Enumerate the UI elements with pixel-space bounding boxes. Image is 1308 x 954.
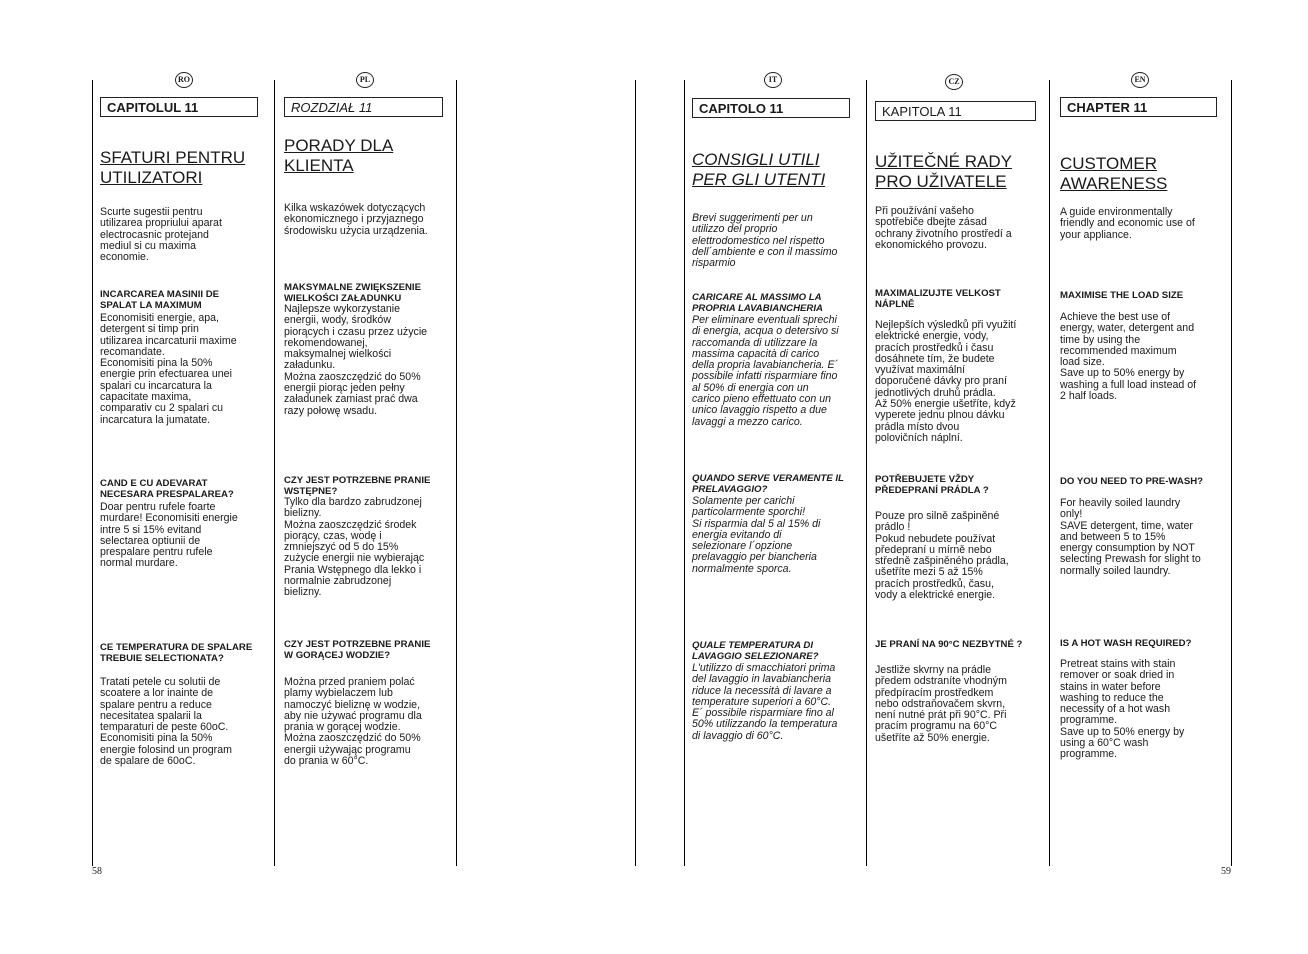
- subsection-text: Można przed praniem polać plamy wybielaczem lub namoczyć bieliznę w wodzie, aby nie używać programu dla prania w gorącej wodzie. Można zaoszczędzić do 50% energii używając programu do prania w 60°C.: [284, 676, 422, 768]
- chapter-heading: CAPITOLO 11: [692, 98, 850, 118]
- subsection-heading: MAXIMALIZUJTE VELKOST NÁPLNĚ: [875, 288, 1001, 310]
- column-ro: [100, 0, 260, 954]
- column-cz: [875, 0, 1041, 954]
- language-badge-en: EN: [1131, 72, 1149, 88]
- column-pl: [284, 0, 448, 954]
- language-badge-ro: RO: [175, 72, 193, 88]
- column-divider: [274, 80, 275, 866]
- subsection-heading: POTŘEBUJETE VŽDY PŘEDEPRANÍ PRÁDLA ?: [875, 474, 989, 496]
- subsection-heading: JE PRANÍ NA 90°C NEZBYTNÉ ?: [875, 639, 1023, 650]
- subsection-text: Jestliže skvrny na prádle předem odstraníte vhodným předpíracím prostředkem nebo odstraňovačem skvrn, není nutné prát při 90°C. Při pracím programu na 60°C ušetříte až 50% energie.: [875, 664, 1007, 744]
- section-title: SFATURI PENTRU UTILIZATORI: [100, 148, 246, 187]
- subsection-text: Pretreat stains with stain remover or soak dried in stains in water before washing to reduce the necessity of a hot wash programme. Save up to 50% energy by using a 60°C wash programme.: [1060, 658, 1185, 761]
- section-title: CUSTOMER AWARENESS: [1060, 154, 1168, 193]
- subsection-heading: CARICARE AL MASSIMO LA PROPRIA LAVABIANCHERIA: [692, 292, 823, 314]
- column-divider: [1231, 80, 1232, 866]
- subsection-text: Nejlepších výsledků při využití elektrické energie, vody, pracích prostředků i času dosáhnete tím, že budete využívat maximální doporučené dávky pro praní jednotlivých druhů prádla. Až 50% energie ušetříte, když vyperete jednu plnou dávku prádla místo dvou polovičních náplní.: [875, 319, 1017, 444]
- subsection-heading: CZY JEST POTRZEBNE PRANIE WSTĘPNE?: [284, 475, 431, 497]
- subsection-text: Pouze pro silně zašpiněné prádlo ! Pokud nebudete používat předepraní u mírně nebo středně zašpiněného prádla, ušetříte mezi 5 až 15% pracích prostředků, času, vody a elektrické energie.: [875, 510, 1009, 602]
- subsection-heading: DO YOU NEED TO PRE-WASH?: [1060, 476, 1204, 487]
- column-divider: [866, 80, 867, 866]
- chapter-heading: KAPITOLA 11: [875, 101, 1036, 121]
- intro-text: A guide environmentally friendly and economic use of your appliance.: [1060, 206, 1195, 241]
- subsection-text: Economisiti energie, apa, detergent si timp prin utilizarea incarcaturii maxime recomandate. Economisiti pina la 50% energie prin efectuarea unei spalari cu incarcatura la capacitate maxima, comparativ cu 2 spalari cu incarcatura la jumatate.: [100, 312, 237, 426]
- subsection-text: L'utilizzo di smacchiatori prima del lavaggio in lavabiancheria riduce la necessità di lavare a temperature superiori a 60°C. E´ possibile risparmiare fino al 50% utilizzando la temperatura di lavaggio di 60°C.: [692, 662, 838, 742]
- subsection-text: Najlepsze wykorzystanie energii, wody, środków piorących i czasu przez użycie rekomendowanej, maksymalnej wielkości załadunku. Można zaoszczędzić do 50% energii piorąc jeden pełny załadunek zamiast prać dwa razy połowę wsadu.: [284, 303, 428, 417]
- subsection-heading: IS A HOT WASH REQUIRED?: [1060, 638, 1192, 649]
- subsection-text: Tylko dla bardzo zabrudzonej bielizny. Można zaoszczędzić środek piorący, czas, wodę i zmniejszyć od 5 do 15% zużycie energii nie wybierając Prania Wstępnego dla lekko i normalnie zabrudzonej bielizny.: [284, 496, 425, 599]
- intro-text: Kilka wskazówek dotyczących ekonomicznego i przyjaznego środowisku użycia urządzenia.: [284, 202, 428, 237]
- subsection-heading: CZY JEST POTRZEBNE PRANIE W GORĄCEJ WODZIE?: [284, 639, 431, 661]
- page-number-right: 59: [1221, 866, 1231, 877]
- intro-text: Při používání vašeho spotřebiče dbejte zásad ochrany životního prostředí a ekonomického provozu.: [875, 205, 1012, 251]
- subsection-heading: QUALE TEMPERATURA DI LAVAGGIO SELEZIONARE?: [692, 640, 819, 662]
- page-number-left: 58: [92, 866, 102, 877]
- section-title: CONSIGLI UTILI PER GLI UTENTI: [692, 150, 826, 189]
- language-badge-it: IT: [764, 72, 782, 88]
- section-title: PORADY DLA KLIENTA: [284, 136, 394, 175]
- column-divider: [684, 80, 685, 866]
- subsection-text: Doar pentru rufele foarte murdare! Economisiti energie intre 5 si 15% evitand selectarea optiunii de prespalare pentru rufele normal murdare.: [100, 501, 238, 570]
- page-gutter-divider: [635, 80, 636, 866]
- column-divider: [456, 80, 457, 866]
- column-divider: [1049, 80, 1050, 866]
- column-divider: [92, 80, 93, 866]
- subsection-text: Per eliminare eventuali sprechi di energia, acqua o detersivo si raccomanda di utilizzare la massima capacità di carico della propria lavabiancheria. E´ possibile infatti risparmiare fino al 50% di energia con un carico pieno effettuato con un unico lavaggio rispetto a due lavaggi a mezzo carico.: [692, 314, 839, 428]
- intro-text: Brevi suggerimenti per un utilizzo del proprio elettrodomestico nel rispetto dell´ambiente e con il massimo risparmio: [692, 212, 838, 270]
- language-badge-pl: PL: [356, 72, 374, 88]
- subsection-text: Solamente per carichi particolarmente sporchi! Si risparmia dal 5 al 15% di energia evitando di selezionare l´opzione prelavaggio per biancheria normalmente sporca.: [692, 495, 821, 575]
- subsection-heading: CAND E CU ADEVARAT NECESARA PRESPALAREA?: [100, 478, 234, 500]
- subsection-text: Achieve the best use of energy, water, detergent and time by using the recommended maximum load size. Save up to 50% energy by washing a full load instead of 2 half loads.: [1060, 311, 1197, 403]
- subsection-text: For heavily soiled laundry only! SAVE detergent, time, water and between 5 to 15% energy consumption by NOT selecting Prewash for slight to normally soiled laundry.: [1060, 497, 1201, 577]
- column-it: [692, 0, 858, 954]
- subsection-heading: CE TEMPERATURA DE SPALARE TREBUIE SELECTIONATA?: [100, 642, 253, 664]
- chapter-heading: ROZDZIAŁ 11: [284, 97, 443, 117]
- subsection-text: Tratati petele cu solutii de scoatere a lor inainte de spalare pentru a reduce necesitatea spalarii la temparaturi de peste 60oC. Economisiti pina la 50% energie folosind un program de spalare de 60oC.: [100, 676, 232, 768]
- chapter-heading: CHAPTER 11: [1060, 97, 1217, 117]
- subsection-heading: INCARCAREA MASINII DE SPALAT LA MAXIMUM: [100, 289, 220, 311]
- subsection-heading: MAKSYMALNE ZWIĘKSZENIE WIELKOŚCI ZAŁADUNKU: [284, 282, 421, 304]
- subsection-heading: QUANDO SERVE VERAMENTE IL PRELAVAGGIO?: [692, 473, 844, 495]
- section-title: UŽITEČNÉ RADY PRO UŽIVATELE: [875, 152, 1012, 191]
- intro-text: Scurte sugestii pentru utilizarea propriului aparat electrocasnic protejand mediul si cu maxima economie.: [100, 206, 222, 264]
- language-badge-cz: CZ: [945, 74, 963, 90]
- subsection-heading: MAXIMISE THE LOAD SIZE: [1060, 290, 1184, 301]
- chapter-heading: CAPITOLUL 11: [100, 97, 258, 117]
- column-en: [1060, 0, 1224, 954]
